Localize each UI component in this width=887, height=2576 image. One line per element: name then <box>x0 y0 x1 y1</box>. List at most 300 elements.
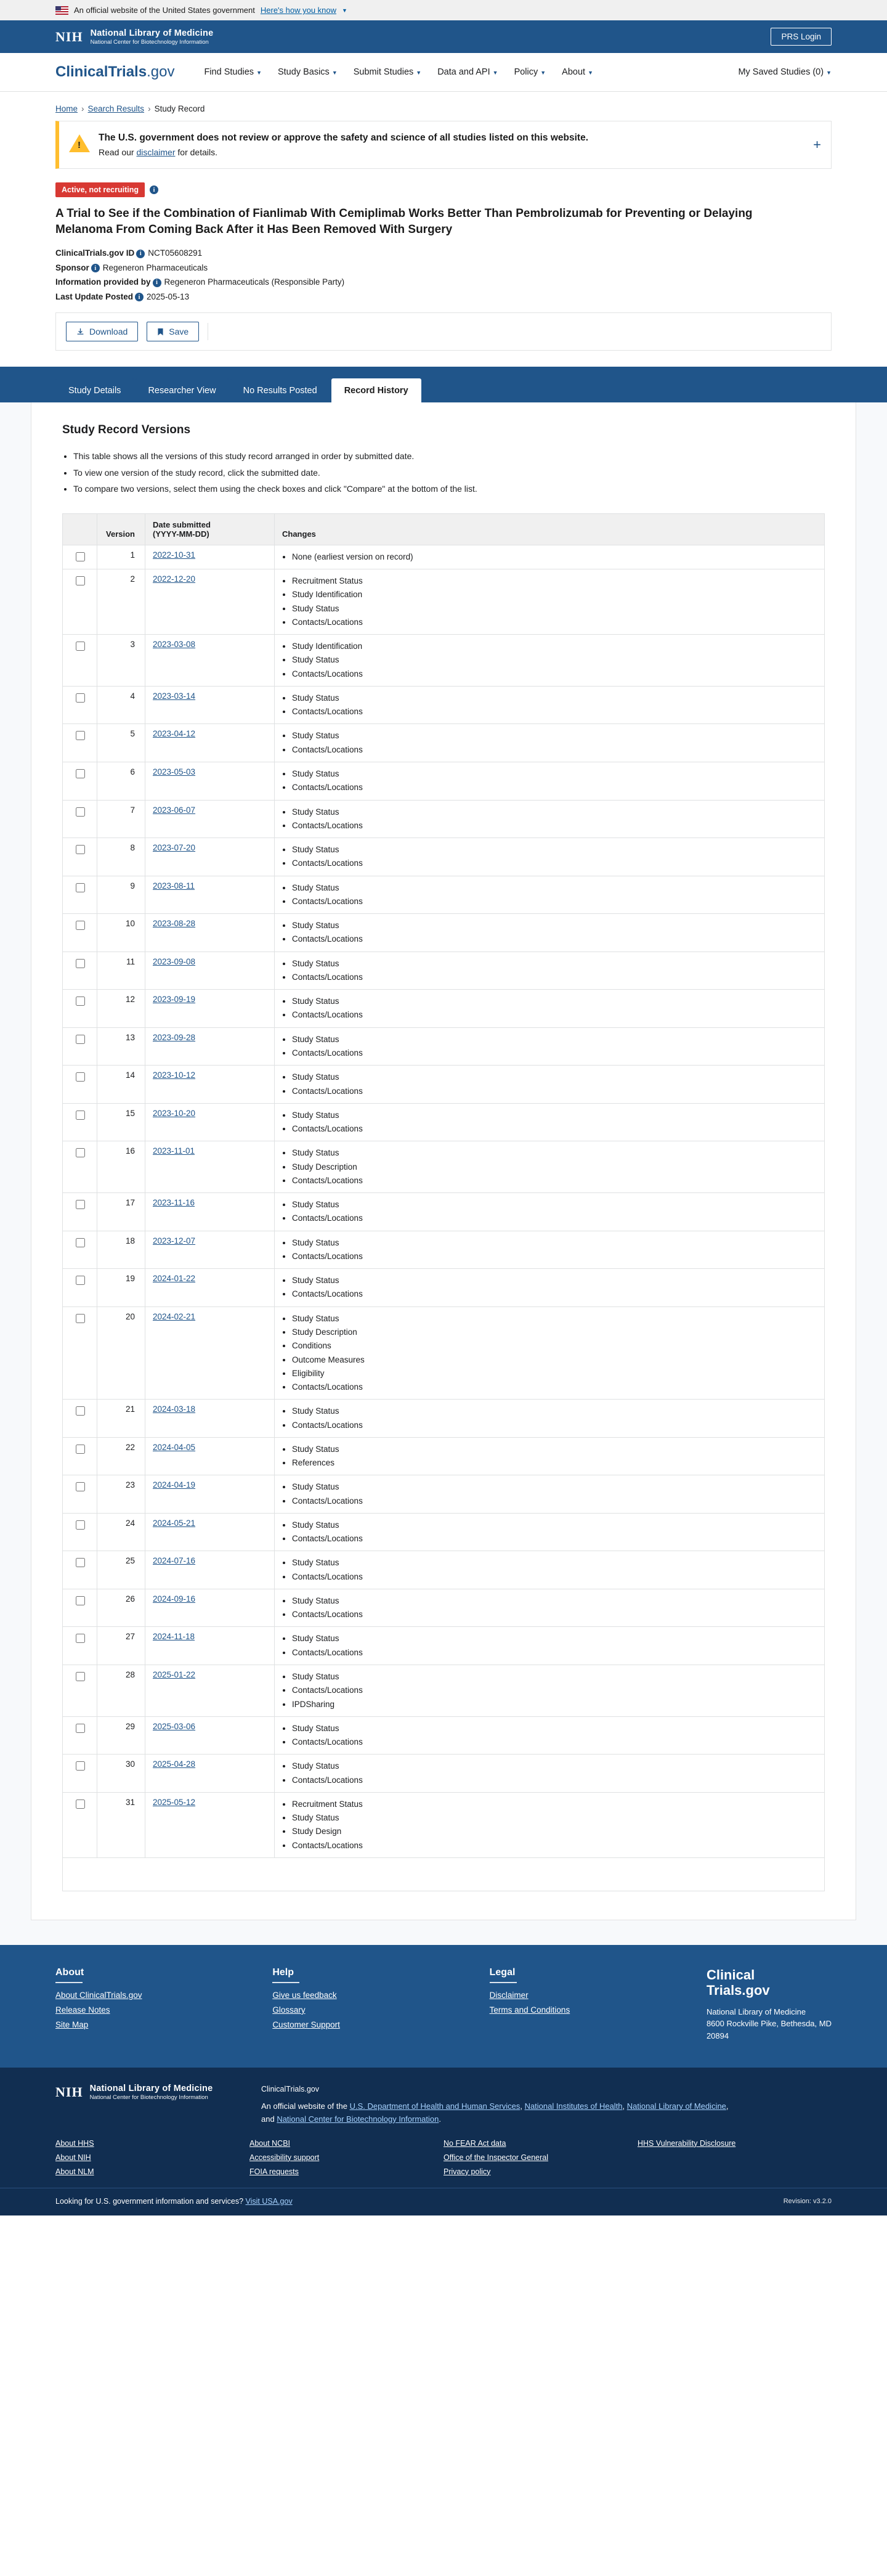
nav-item-find-studies[interactable]: Find Studies ▼ <box>204 67 262 77</box>
nav-item-policy[interactable]: Policy ▼ <box>514 67 546 77</box>
change-item: • Contacts/Locations <box>292 1085 817 1098</box>
version-checkbox[interactable] <box>76 883 85 892</box>
my-saved-studies-menu[interactable]: My Saved Studies (0) ▼ <box>738 67 832 77</box>
footer-org: National Library of Medicine <box>706 2007 806 2016</box>
version-number: 22 <box>97 1437 145 1475</box>
change-item: • Contacts/Locations <box>292 932 817 946</box>
info-icon[interactable]: i <box>150 185 158 194</box>
footer-legal-column <box>490 1967 597 2042</box>
change-item: • Contacts/Locations <box>292 667 817 681</box>
brand-main: ClinicalTrials <box>55 63 147 80</box>
version-checkbox[interactable] <box>76 1148 85 1157</box>
version-checkbox[interactable] <box>76 693 85 703</box>
info-icon[interactable]: i <box>136 250 145 258</box>
row-select-cell <box>63 876 97 914</box>
table-row <box>63 1437 825 1475</box>
table-row <box>63 1792 825 1857</box>
change-item: • Contacts/Locations <box>292 1735 817 1749</box>
changes-cell <box>275 762 825 801</box>
link-vulnerability-disclosure[interactable]: HHS Vulnerability Disclosure <box>638 2138 736 2148</box>
info-icon[interactable]: i <box>153 279 161 287</box>
footer-link-feedback[interactable]: Give us feedback <box>272 1990 337 2000</box>
table-row <box>63 1027 825 1066</box>
version-date-link[interactable]: 2023-11-16 <box>153 1198 195 1208</box>
plus-icon[interactable]: + <box>813 137 821 152</box>
version-date-link[interactable]: 2023-06-07 <box>153 805 196 815</box>
row-select-cell <box>63 1792 97 1857</box>
version-checkbox[interactable] <box>76 1035 85 1044</box>
table-row <box>63 569 825 635</box>
change-item: • Contacts/Locations <box>292 895 817 908</box>
link-foia[interactable]: FOIA requests <box>249 2167 299 2176</box>
nih-logo-mark: NIH <box>55 2084 83 2100</box>
chevron-down-icon: ▼ <box>492 70 498 76</box>
table-row <box>63 914 825 952</box>
version-checkbox[interactable] <box>76 1111 85 1120</box>
nlm-footer <box>0 2068 887 2188</box>
status-row <box>55 182 832 197</box>
link-nih[interactable]: National Institutes of Health <box>524 2101 623 2111</box>
usa-gov-link[interactable]: Visit USA.gov <box>245 2196 293 2206</box>
change-item: • Study Status <box>292 1594 817 1608</box>
changes-cell <box>275 914 825 952</box>
change-item: • Study Identification <box>292 588 817 601</box>
link-inspector-general[interactable]: Office of the Inspector General <box>444 2153 549 2162</box>
footer-link-customer-support[interactable]: Customer Support <box>272 2020 340 2029</box>
version-number: 19 <box>97 1269 145 1307</box>
versions-table-body <box>63 545 825 1857</box>
change-item: • Study Status <box>292 1632 817 1645</box>
version-number: 18 <box>97 1231 145 1269</box>
version-date-link[interactable]: 2024-11-18 <box>153 1632 195 1642</box>
section-title: Study Record Versions <box>62 423 191 437</box>
changes-cell <box>275 724 825 762</box>
row-select-cell <box>63 569 97 635</box>
download-button[interactable]: Download <box>66 322 138 341</box>
change-item: • Study Status <box>292 767 817 781</box>
version-checkbox[interactable] <box>76 1238 85 1247</box>
version-checkbox[interactable] <box>76 845 85 854</box>
version-date-link[interactable]: 2024-02-21 <box>153 1311 196 1321</box>
version-number: 3 <box>97 635 145 687</box>
changes-cell <box>275 1627 825 1665</box>
changes-cell <box>275 1231 825 1269</box>
save-button[interactable]: Save <box>147 322 199 341</box>
nih-header <box>0 20 887 53</box>
footer-link-site-map[interactable]: Site Map <box>55 2020 89 2029</box>
version-date-link[interactable]: 2025-05-12 <box>153 1797 196 1807</box>
date-submitted-cell <box>145 838 275 876</box>
link-ncbi[interactable]: National Center for Biotechnology Information <box>277 2114 439 2124</box>
version-checkbox[interactable] <box>76 1406 85 1416</box>
table-row <box>63 1103 825 1141</box>
change-item: • Contacts/Locations <box>292 705 817 719</box>
version-number: 25 <box>97 1551 145 1589</box>
version-date-link[interactable]: 2023-11-01 <box>153 1146 195 1156</box>
row-select-cell <box>63 1269 97 1307</box>
changes-cell <box>275 1716 825 1755</box>
us-flag-icon <box>55 6 68 15</box>
row-select-cell <box>63 1665 97 1717</box>
date-submitted-cell <box>145 1231 275 1269</box>
link-no-fear-act[interactable]: No FEAR Act data <box>444 2138 506 2148</box>
version-date-link[interactable]: 2023-04-12 <box>153 729 196 739</box>
change-item: • IPDSharing <box>292 1698 817 1711</box>
version-checkbox[interactable] <box>76 1724 85 1733</box>
version-date-link[interactable]: 2025-03-06 <box>153 1721 196 1731</box>
change-item: • Study Status <box>292 1404 817 1418</box>
study-id-value: NCT05608291 <box>148 248 203 258</box>
change-item: • None (earliest version on record) <box>292 550 817 564</box>
change-item: • Recruitment Status <box>292 1798 817 1811</box>
nav-item-submit-studies[interactable]: Submit Studies ▼ <box>353 67 422 77</box>
version-date-link[interactable]: 2023-12-07 <box>153 1236 196 1245</box>
row-select-cell <box>63 1141 97 1193</box>
footer-link-terms[interactable]: Terms and Conditions <box>489 2005 570 2015</box>
version-number: 5 <box>97 724 145 762</box>
table-row <box>63 1231 825 1269</box>
chevron-down-icon: ▼ <box>540 70 546 76</box>
change-item: • Contacts/Locations <box>292 1008 817 1022</box>
row-select-cell <box>63 1066 97 1104</box>
link-about-hhs[interactable]: About HHS <box>55 2138 94 2148</box>
date-submitted-cell <box>145 1475 275 1514</box>
footer-link-glossary[interactable]: Glossary <box>272 2005 306 2015</box>
row-select-cell <box>63 1716 97 1755</box>
version-checkbox[interactable] <box>76 1558 85 1567</box>
change-item: • Contacts/Locations <box>292 1380 817 1394</box>
change-item: • Contacts/Locations <box>292 819 817 833</box>
nav-item-about[interactable]: About ▼ <box>562 67 593 77</box>
change-item: • Contacts/Locations <box>292 1684 817 1697</box>
nlm-footer-subtitle: National Center for Biotechnology Information <box>89 2094 208 2101</box>
row-select-cell <box>63 1589 97 1627</box>
changes-cell <box>275 686 825 724</box>
date-submitted-cell <box>145 1306 275 1400</box>
date-submitted-cell <box>145 569 275 635</box>
version-date-link[interactable]: 2023-03-08 <box>153 640 196 650</box>
change-item: • Study Status <box>292 1198 817 1212</box>
table-row <box>63 635 825 687</box>
table-row <box>63 1475 825 1514</box>
change-item: • Contacts/Locations <box>292 1494 817 1508</box>
date-submitted-cell <box>145 1193 275 1231</box>
version-date-link[interactable]: 2024-01-22 <box>153 1274 196 1284</box>
tab-researcher-view[interactable]: Researcher View <box>135 378 229 402</box>
change-item: • Contacts/Locations <box>292 1122 817 1136</box>
link-about-ncbi[interactable]: About NCBI <box>249 2138 291 2148</box>
nlm-links-col-1 <box>55 2139 249 2182</box>
change-item: • Contacts/Locations <box>292 781 817 794</box>
changes-cell <box>275 1269 825 1307</box>
last-update-label: Last Update Posted <box>55 291 134 301</box>
study-id-line <box>55 248 832 258</box>
nlm-title: National Library of Medicine <box>90 28 214 38</box>
version-checkbox[interactable] <box>76 642 85 651</box>
row-select-cell <box>63 990 97 1028</box>
change-item: • Study Status <box>292 881 817 895</box>
version-date-link[interactable]: 2023-08-28 <box>153 919 196 929</box>
date-submitted-cell <box>145 1141 275 1193</box>
changes-cell <box>275 952 825 990</box>
version-date-link[interactable]: 2024-04-19 <box>153 1480 196 1490</box>
changes-cell <box>275 876 825 914</box>
change-item: • Study Status <box>292 653 817 667</box>
version-checkbox[interactable] <box>76 1634 85 1643</box>
footer-link-about-ctgov[interactable]: About ClinicalTrials.gov <box>55 1990 142 2000</box>
version-checkbox[interactable] <box>76 1314 85 1323</box>
version-date-link[interactable]: 2023-05-03 <box>153 767 196 776</box>
version-date-link[interactable]: 2023-09-19 <box>153 995 196 1005</box>
information-provided-line <box>55 277 832 287</box>
nlm-subtitle: National Center for Biotechnology Information <box>90 38 209 46</box>
date-submitted-cell <box>145 1027 275 1066</box>
gov-banner <box>0 0 887 20</box>
version-checkbox[interactable] <box>76 1520 85 1530</box>
change-item: • Study Description <box>292 1326 817 1339</box>
change-item: • Study Status <box>292 805 817 819</box>
version-checkbox[interactable] <box>76 1761 85 1771</box>
table-row <box>63 1400 825 1438</box>
changes-cell <box>275 1551 825 1589</box>
version-date-link[interactable]: 2025-01-22 <box>153 1670 196 1680</box>
version-date-link[interactable]: 2023-10-20 <box>153 1108 196 1118</box>
row-select-cell <box>63 545 97 569</box>
change-item: • Study Status <box>292 995 817 1008</box>
version-date-link[interactable]: 2022-12-20 <box>153 574 196 584</box>
versions-table <box>62 513 825 1891</box>
warning-triangle-icon <box>69 134 90 152</box>
table-row <box>63 1551 825 1589</box>
tab-no-results-posted[interactable]: No Results Posted <box>230 378 330 402</box>
version-checkbox[interactable] <box>76 552 85 561</box>
version-number: 16 <box>97 1141 145 1193</box>
version-number: 9 <box>97 876 145 914</box>
date-submitted-cell <box>145 545 275 569</box>
version-date-link[interactable]: 2024-04-05 <box>153 1442 196 1452</box>
table-row <box>63 545 825 569</box>
nlm-site-name: ClinicalTrials.gov <box>261 2085 320 2094</box>
version-number: 14 <box>97 1066 145 1104</box>
version-number: 17 <box>97 1193 145 1231</box>
version-date-link[interactable]: 2023-09-08 <box>153 956 196 966</box>
row-select-cell <box>63 1437 97 1475</box>
version-checkbox[interactable] <box>76 1445 85 1454</box>
version-checkbox[interactable] <box>76 997 85 1006</box>
table-row <box>63 1755 825 1793</box>
change-item: • Contacts/Locations <box>292 1046 817 1060</box>
date-submitted-cell <box>145 1513 275 1551</box>
nav-item-study-basics[interactable]: Study Basics ▼ <box>277 67 338 77</box>
row-select-cell <box>63 1551 97 1589</box>
version-number: 4 <box>97 686 145 724</box>
link-hhs[interactable]: U.S. Department of Health and Human Services <box>349 2101 520 2111</box>
changes-cell <box>275 1589 825 1627</box>
version-checkbox[interactable] <box>76 921 85 930</box>
version-checkbox[interactable] <box>76 1482 85 1491</box>
date-submitted-cell <box>145 724 275 762</box>
breadcrumb-home[interactable]: Home <box>55 104 78 113</box>
version-date-link[interactable]: 2024-03-18 <box>153 1404 196 1414</box>
link-about-nlm[interactable]: About NLM <box>55 2167 94 2176</box>
version-checkbox[interactable] <box>76 1672 85 1681</box>
footer-brand-line1: Clinical <box>706 1967 755 1983</box>
info-icon[interactable]: i <box>91 264 100 272</box>
row-select-cell <box>63 1400 97 1438</box>
change-item: • Study Status <box>292 602 817 616</box>
nlm-footer-logo[interactable] <box>55 2084 240 2101</box>
version-checkbox[interactable] <box>76 1200 85 1209</box>
change-item: • Contacts/Locations <box>292 616 817 629</box>
version-checkbox[interactable] <box>76 1276 85 1285</box>
link-accessibility[interactable]: Accessibility support <box>249 2153 320 2162</box>
version-checkbox[interactable] <box>76 807 85 817</box>
change-item: • Conditions <box>292 1339 817 1353</box>
nlm-links-col-4 <box>638 2139 832 2182</box>
date-submitted-cell <box>145 1665 275 1717</box>
changes-cell <box>275 1665 825 1717</box>
changes-cell <box>275 1306 825 1400</box>
change-item: • Study Status <box>292 1759 817 1773</box>
change-item: • Study Status <box>292 1033 817 1046</box>
date-submitted-cell <box>145 762 275 801</box>
version-date-link[interactable]: 2024-09-16 <box>153 1594 196 1604</box>
tab-record-history[interactable]: Record History <box>331 378 421 402</box>
version-number: 29 <box>97 1716 145 1755</box>
footer-link-release-notes[interactable]: Release Notes <box>55 2005 110 2015</box>
version-number: 26 <box>97 1589 145 1627</box>
changes-cell <box>275 1437 825 1475</box>
link-about-nih[interactable]: About NIH <box>55 2153 91 2162</box>
footer-link-disclaimer[interactable]: Disclaimer <box>489 1990 529 2000</box>
col-select <box>63 513 97 545</box>
version-number: 11 <box>97 952 145 990</box>
nlm-logo[interactable] <box>55 28 213 46</box>
status-badge: Active, not recruiting <box>55 182 145 197</box>
change-item: • References <box>292 1456 817 1470</box>
how-you-know-link[interactable]: Here's how you know <box>260 6 337 15</box>
version-checkbox[interactable] <box>76 1596 85 1605</box>
version-date-link[interactable]: 2023-03-14 <box>153 691 196 701</box>
change-item: • Contacts/Locations <box>292 1839 817 1853</box>
row-select-cell <box>63 800 97 838</box>
date-submitted-cell <box>145 1716 275 1755</box>
row-select-cell <box>63 1475 97 1514</box>
changes-cell <box>275 1027 825 1066</box>
col-date-submitted: Date submitted (YYYY-MM-DD) <box>145 513 275 545</box>
chevron-down-icon: ▼ <box>416 70 422 76</box>
version-date-link[interactable]: 2023-08-11 <box>153 881 195 891</box>
table-row <box>63 1716 825 1755</box>
version-number: 2 <box>97 569 145 635</box>
version-number: 10 <box>97 914 145 952</box>
breadcrumb-search-results[interactable]: Search Results <box>87 104 145 113</box>
version-date-link[interactable]: 2023-07-20 <box>153 843 196 853</box>
link-nlm[interactable]: National Library of Medicine <box>626 2101 726 2111</box>
info-icon[interactable]: i <box>135 293 144 301</box>
row-select-cell <box>63 1103 97 1141</box>
version-number: 30 <box>97 1755 145 1793</box>
date-submitted-cell <box>145 635 275 687</box>
version-checkbox[interactable] <box>76 731 85 740</box>
page-title: A Trial to See if the Combination of Fianlimab With Cemiplimab Works Better Than Pembrolizumab for Preventing or Delaying Melanoma From Coming Back After it Has Been Removed With Surgery <box>55 207 753 236</box>
change-item: • Contacts/Locations <box>292 971 817 984</box>
changes-cell <box>275 635 825 687</box>
date-submitted-cell <box>145 1551 275 1589</box>
site-brand[interactable] <box>55 63 174 81</box>
version-number: 1 <box>97 545 145 569</box>
version-date-link[interactable]: 2025-04-28 <box>153 1759 196 1769</box>
chevron-down-icon: ▼ <box>256 70 262 76</box>
table-row <box>63 1665 825 1717</box>
tab-study-details[interactable]: Study Details <box>55 378 134 402</box>
version-number: 31 <box>97 1792 145 1857</box>
version-checkbox[interactable] <box>76 576 85 585</box>
change-item: • Contacts/Locations <box>292 1287 817 1301</box>
brand-suffix: .gov <box>147 63 175 80</box>
nav-item-data-and-api[interactable]: Data and API ▼ <box>437 67 498 77</box>
row-select-cell <box>63 1755 97 1793</box>
version-date-link[interactable]: 2023-10-12 <box>153 1070 196 1080</box>
nlm-links-col-2 <box>249 2139 444 2182</box>
prs-login-button[interactable]: PRS Login <box>771 28 832 46</box>
version-number: 7 <box>97 800 145 838</box>
date-submitted-cell <box>145 686 275 724</box>
changes-cell <box>275 1792 825 1857</box>
change-item: • Study Status <box>292 1146 817 1160</box>
version-checkbox[interactable] <box>76 1072 85 1082</box>
nlm-links-col-3 <box>444 2139 638 2182</box>
version-date-link[interactable]: 2024-07-16 <box>153 1556 196 1566</box>
link-privacy-policy[interactable]: Privacy policy <box>444 2167 491 2176</box>
table-row <box>63 724 825 762</box>
footer-brand <box>707 1967 832 2042</box>
version-checkbox[interactable] <box>76 769 85 778</box>
version-date-link[interactable]: 2024-05-21 <box>153 1518 196 1528</box>
date-submitted-cell <box>145 1589 275 1627</box>
info-provided-label: Information provided by <box>55 277 151 287</box>
change-item: • Study Status <box>292 691 817 705</box>
change-item: • Study Status <box>292 1480 817 1494</box>
usa-gov-text: Looking for U.S. government information and services? <box>55 2196 244 2206</box>
row-select-cell <box>63 914 97 952</box>
site-footer <box>0 1945 887 2068</box>
change-item: • Study Status <box>292 957 817 971</box>
date-submitted-cell <box>145 1066 275 1104</box>
row-select-cell <box>63 1306 97 1400</box>
date-submitted-cell <box>145 1400 275 1438</box>
version-checkbox[interactable] <box>76 959 85 968</box>
last-update-line <box>55 292 832 301</box>
date-submitted-cell <box>145 800 275 838</box>
change-item: • Recruitment Status <box>292 574 817 588</box>
date-submitted-cell <box>145 1269 275 1307</box>
breadcrumb-current: Study Record <box>154 104 205 113</box>
footer-brand-line2: Trials.gov <box>706 1983 770 1999</box>
footer-help-heading: Help <box>272 1967 294 1978</box>
table-row <box>63 990 825 1028</box>
version-date-link[interactable]: 2022-10-31 <box>153 550 196 560</box>
changes-cell <box>275 1103 825 1141</box>
breadcrumb: Home › Search Results › Study Record <box>55 104 205 113</box>
version-date-link[interactable]: 2023-09-28 <box>153 1032 196 1042</box>
row-select-cell <box>63 1027 97 1066</box>
chevron-down-icon: ▼ <box>826 70 832 76</box>
version-number: 8 <box>97 838 145 876</box>
disclaimer-link[interactable]: disclaimer <box>136 147 176 157</box>
change-item: • Study Description <box>292 1160 817 1174</box>
version-checkbox[interactable] <box>76 1800 85 1809</box>
